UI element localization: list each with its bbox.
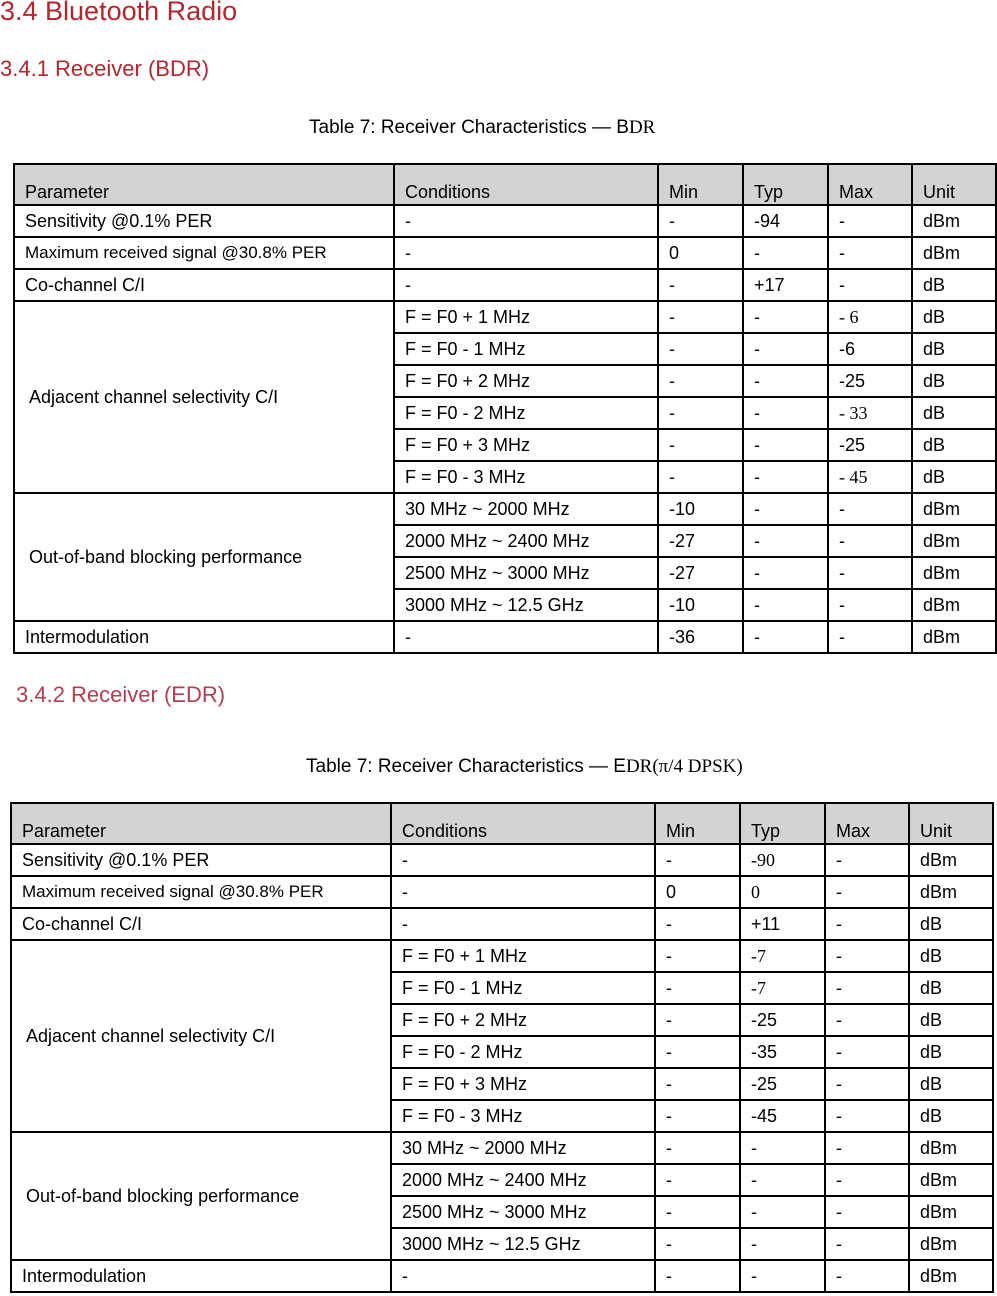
col-header: Parameter <box>11 803 391 844</box>
typ-cell: - <box>743 333 828 365</box>
receiver-table-edr <box>10 802 994 1293</box>
table-row <box>11 940 993 972</box>
typ-cell: - <box>743 429 828 461</box>
min-cell: - <box>655 844 740 876</box>
max-cell: - <box>825 1132 909 1164</box>
unit-cell: dB <box>909 1036 993 1068</box>
table-row <box>14 621 996 653</box>
max-cell: - <box>825 1100 909 1132</box>
unit-cell: dBm <box>909 1132 993 1164</box>
unit-cell: dB <box>912 365 996 397</box>
unit-cell: dB <box>909 1068 993 1100</box>
max-cell: -6 <box>828 333 912 365</box>
table-row <box>14 269 996 301</box>
param-cell: Co-channel C/I <box>11 908 391 940</box>
typ-cell: -94 <box>743 205 828 237</box>
cond-cell: F = F0 + 2 MHz <box>394 365 658 397</box>
cond-cell: F = F0 + 2 MHz <box>391 1004 655 1036</box>
max-cell: - <box>825 1068 909 1100</box>
col-header: Typ <box>740 803 825 844</box>
unit-cell: dBm <box>912 557 996 589</box>
typ-cell: - <box>740 1260 825 1292</box>
table-row <box>14 205 996 237</box>
min-cell: -27 <box>658 525 743 557</box>
unit-cell: dBm <box>909 1228 993 1260</box>
min-cell: - <box>658 365 743 397</box>
max-cell: -25 <box>828 365 912 397</box>
typ-cell: - <box>743 237 828 269</box>
cond-cell: F = F0 + 3 MHz <box>391 1068 655 1100</box>
param-cell: Co-channel C/I <box>14 269 394 301</box>
param-cell: Sensitivity @0.1% PER <box>11 844 391 876</box>
caption-prefix: Table 7: Receiver Characteristics — E <box>306 756 626 777</box>
typ-cell: - <box>743 301 828 333</box>
unit-cell: dBm <box>912 237 996 269</box>
min-cell: - <box>658 461 743 493</box>
max-cell: - <box>828 557 912 589</box>
typ-cell: +11 <box>740 908 825 940</box>
header-row <box>14 164 996 205</box>
min-cell: - <box>655 972 740 1004</box>
section-heading: 3.4 Bluetooth Radio <box>0 0 238 26</box>
col-header: Conditions <box>391 803 655 844</box>
unit-cell: dB <box>909 972 993 1004</box>
unit-cell: dB <box>909 908 993 940</box>
cond-cell: - <box>391 908 655 940</box>
cond-cell: - <box>394 205 658 237</box>
table-row <box>14 237 996 269</box>
typ-cell: -7 <box>740 972 825 1004</box>
cond-cell: 2500 MHz ~ 3000 MHz <box>391 1196 655 1228</box>
param-cell: Out-of-band blocking performance <box>11 1132 391 1260</box>
cond-cell: F = F0 - 2 MHz <box>394 397 658 429</box>
cond-cell: F = F0 - 1 MHz <box>394 333 658 365</box>
typ-cell: -45 <box>740 1100 825 1132</box>
unit-cell: dBm <box>909 844 993 876</box>
typ-cell: - <box>743 525 828 557</box>
max-cell: - <box>828 269 912 301</box>
min-cell: - <box>655 1036 740 1068</box>
min-cell: - <box>655 1260 740 1292</box>
unit-cell: dB <box>909 940 993 972</box>
unit-cell: dBm <box>909 1164 993 1196</box>
typ-cell: - <box>740 1164 825 1196</box>
param-cell: Adjacent channel selectivity C/I <box>11 940 391 1132</box>
param-cell: Intermodulation <box>11 1260 391 1292</box>
cond-cell: F = F0 + 3 MHz <box>394 429 658 461</box>
unit-cell: dB <box>909 1100 993 1132</box>
unit-cell: dB <box>912 269 996 301</box>
min-cell: - <box>655 1132 740 1164</box>
min-cell: - <box>655 1004 740 1036</box>
min-cell: -10 <box>658 589 743 621</box>
typ-cell: - <box>743 621 828 653</box>
min-cell: - <box>658 301 743 333</box>
param-cell: Sensitivity @0.1% PER <box>14 205 394 237</box>
cond-cell: - <box>391 1260 655 1292</box>
typ-cell: - <box>743 557 828 589</box>
min-cell: - <box>658 205 743 237</box>
min-cell: - <box>658 333 743 365</box>
unit-cell: dBm <box>912 525 996 557</box>
col-header: Unit <box>909 803 993 844</box>
max-cell: - <box>828 589 912 621</box>
caption-prefix: Table 7: Receiver Characteristics — B <box>309 117 629 138</box>
col-header: Parameter <box>14 164 394 205</box>
unit-cell: dB <box>912 301 996 333</box>
max-cell: - 45 <box>828 461 912 493</box>
cond-cell: 30 MHz ~ 2000 MHz <box>394 493 658 525</box>
col-header: Min <box>655 803 740 844</box>
param-cell: Intermodulation <box>14 621 394 653</box>
cond-cell: - <box>394 237 658 269</box>
subsection-heading-edr: 3.4.2 Receiver (EDR) <box>16 682 226 707</box>
table-caption-edr <box>306 756 743 778</box>
min-cell: - <box>658 269 743 301</box>
min-cell: -36 <box>658 621 743 653</box>
cond-cell: 3000 MHz ~ 12.5 GHz <box>391 1228 655 1260</box>
cond-cell: F = F0 - 1 MHz <box>391 972 655 1004</box>
col-header: Min <box>658 164 743 205</box>
param-cell: Out-of-band blocking performance <box>14 493 394 621</box>
max-cell: - <box>825 940 909 972</box>
max-cell: - <box>825 876 909 908</box>
table-row <box>14 301 996 333</box>
caption-suffix: DR <box>628 117 656 138</box>
max-cell: -25 <box>828 429 912 461</box>
max-cell: - <box>825 1196 909 1228</box>
cond-cell: 3000 MHz ~ 12.5 GHz <box>394 589 658 621</box>
col-header: Conditions <box>394 164 658 205</box>
typ-cell: -25 <box>740 1004 825 1036</box>
typ-cell: - <box>743 589 828 621</box>
receiver-table-bdr <box>13 163 997 654</box>
cond-cell: 30 MHz ~ 2000 MHz <box>391 1132 655 1164</box>
typ-cell: - <box>743 397 828 429</box>
min-cell: - <box>658 429 743 461</box>
col-header: Max <box>828 164 912 205</box>
col-header: Max <box>825 803 909 844</box>
cond-cell: F = F0 + 1 MHz <box>394 301 658 333</box>
typ-cell: -25 <box>740 1068 825 1100</box>
max-cell: - <box>825 1260 909 1292</box>
param-cell: Maximum received signal @30.8% PER <box>11 876 391 908</box>
cond-cell: - <box>391 876 655 908</box>
unit-cell: dB <box>912 397 996 429</box>
unit-cell: dB <box>912 461 996 493</box>
caption-suffix: DR(π/4 DPSK) <box>625 756 743 777</box>
min-cell: - <box>655 908 740 940</box>
max-cell: - <box>828 205 912 237</box>
max-cell: - <box>825 972 909 1004</box>
typ-cell: 0 <box>740 876 825 908</box>
typ-cell: -7 <box>740 940 825 972</box>
max-cell: - 33 <box>828 397 912 429</box>
table-row <box>11 908 993 940</box>
min-cell: -27 <box>658 557 743 589</box>
cond-cell: - <box>394 621 658 653</box>
col-header: Unit <box>912 164 996 205</box>
typ-cell: - <box>740 1132 825 1164</box>
min-cell: - <box>655 1164 740 1196</box>
cond-cell: F = F0 + 1 MHz <box>391 940 655 972</box>
max-cell: - <box>825 908 909 940</box>
typ-cell: - <box>743 493 828 525</box>
typ-cell: -90 <box>740 844 825 876</box>
max-cell: - <box>825 844 909 876</box>
min-cell: - <box>655 1068 740 1100</box>
cond-cell: F = F0 - 2 MHz <box>391 1036 655 1068</box>
table-row <box>14 493 996 525</box>
min-cell: 0 <box>655 876 740 908</box>
cond-cell: F = F0 - 3 MHz <box>391 1100 655 1132</box>
typ-cell: +17 <box>743 269 828 301</box>
min-cell: - <box>655 1100 740 1132</box>
subsection-heading-bdr: 3.4.1 Receiver (BDR) <box>0 56 210 81</box>
cond-cell: 2000 MHz ~ 2400 MHz <box>391 1164 655 1196</box>
max-cell: - <box>825 1164 909 1196</box>
typ-cell: - <box>743 365 828 397</box>
typ-cell: - <box>743 461 828 493</box>
unit-cell: dB <box>912 429 996 461</box>
col-header: Typ <box>743 164 828 205</box>
unit-cell: dBm <box>909 876 993 908</box>
min-cell: - <box>658 397 743 429</box>
typ-cell: -35 <box>740 1036 825 1068</box>
unit-cell: dBm <box>912 621 996 653</box>
min-cell: 0 <box>658 237 743 269</box>
cond-cell: F = F0 - 3 MHz <box>394 461 658 493</box>
cond-cell: 2000 MHz ~ 2400 MHz <box>394 525 658 557</box>
unit-cell: dBm <box>912 493 996 525</box>
max-cell: - <box>828 621 912 653</box>
unit-cell: dB <box>909 1004 993 1036</box>
min-cell: - <box>655 940 740 972</box>
min-cell: - <box>655 1228 740 1260</box>
param-cell: Maximum received signal @30.8% PER <box>14 237 394 269</box>
max-cell: - <box>828 493 912 525</box>
table-row <box>11 876 993 908</box>
min-cell: - <box>655 1196 740 1228</box>
cond-cell: - <box>391 844 655 876</box>
unit-cell: dBm <box>912 589 996 621</box>
param-cell: Adjacent channel selectivity C/I <box>14 301 394 493</box>
unit-cell: dBm <box>909 1196 993 1228</box>
header-row <box>11 803 993 844</box>
unit-cell: dBm <box>912 205 996 237</box>
cond-cell: 2500 MHz ~ 3000 MHz <box>394 557 658 589</box>
unit-cell: dBm <box>909 1260 993 1292</box>
min-cell: -10 <box>658 493 743 525</box>
table-row <box>11 1260 993 1292</box>
table-row <box>11 844 993 876</box>
table-caption-bdr <box>309 117 655 139</box>
table-row <box>11 1132 993 1164</box>
unit-cell: dB <box>912 333 996 365</box>
cond-cell: - <box>394 269 658 301</box>
max-cell: - <box>828 237 912 269</box>
max-cell: - <box>828 525 912 557</box>
typ-cell: - <box>740 1228 825 1260</box>
typ-cell: - <box>740 1196 825 1228</box>
max-cell: - <box>825 1228 909 1260</box>
max-cell: - <box>825 1036 909 1068</box>
max-cell: - <box>825 1004 909 1036</box>
max-cell: - 6 <box>828 301 912 333</box>
